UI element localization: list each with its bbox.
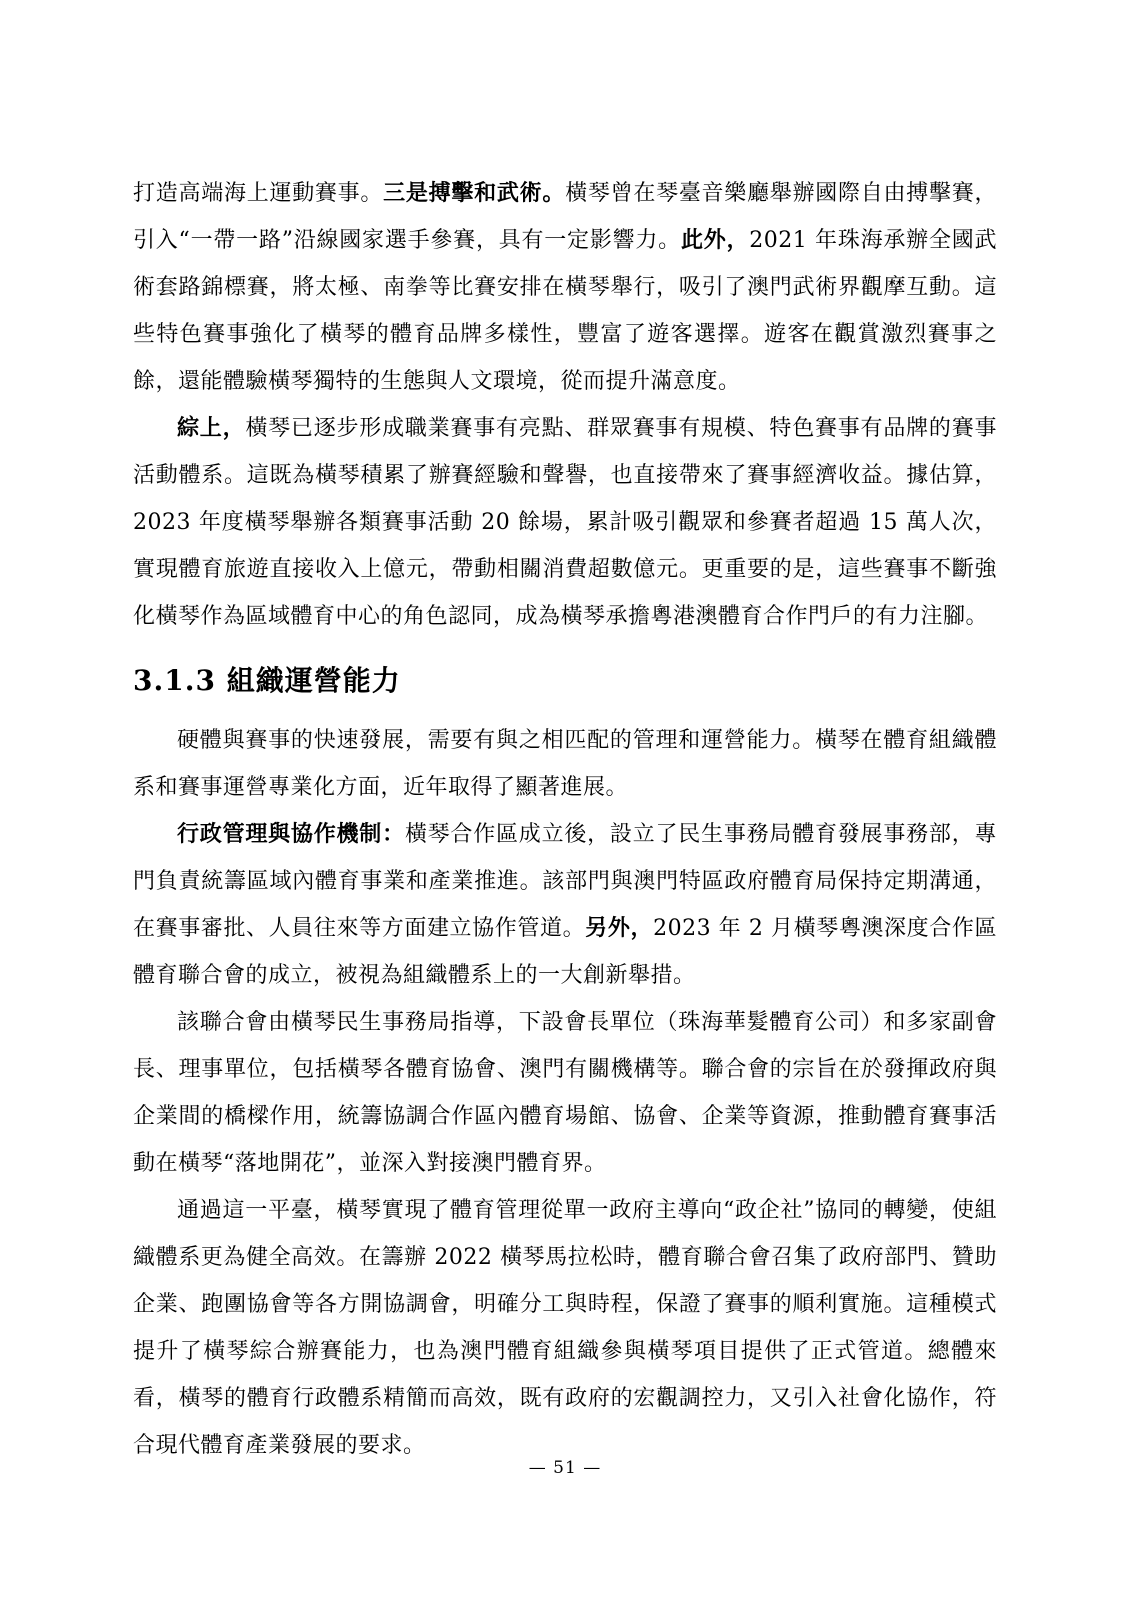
text-content-area xyxy=(133,170,997,1469)
text-segment: 2021 年珠海承辦全國武術套路錦標賽，將太極、南拳等比賽安排在橫琴舉行，吸引了澳門武術界觀摩互動。這些特色賽事強化了橫琴的體育品牌多樣性，豐富了遊客選擇。遊客在觀賞激烈賽事之餘，還能體驗橫琴獨特的生態與人文環境，從而提升滿意度。 xyxy=(133,228,998,394)
text-segment: 2023 年 2 月橫琴粵澳深度合作區體育聯合會的成立，被視為組織體系上的一大創新舉措。 xyxy=(133,916,997,988)
paragraph-continuation xyxy=(133,170,997,405)
section-heading: 3.1.3 組織運營能力 xyxy=(133,664,401,697)
text-segment: 橫琴合作區成立後，設立了民生事務局體育發展事務部，專門負責統籌區域內體育事業和產業推進。該部門與澳門特區政府體育局保持定期溝通，在賽事審批、人員往來等方面建立協作管道。 xyxy=(133,822,997,941)
paragraph-intro xyxy=(133,717,997,811)
text-segment-bold: 行政管理與協作機制： xyxy=(177,821,405,847)
text-segment-bold: 此外， xyxy=(680,227,750,253)
text-segment: 橫琴已逐步形成職業賽事有亮點、群眾賽事有規模、特色賽事有品牌的賽事活動體系。這既為橫琴積累了辦賽經驗和聲譽，也直接帶來了賽事經濟收益。據估算，2023 年度橫琴舉辦各類賽事活動 20 餘場，累計吸引觀眾和參賽者超過 15 萬人次，實現體育旅遊直接收入上億元，帶動相關消費超數億元。更重要的是，這些賽事不斷強化橫琴作為區域體育中心的角色認同，成為橫琴承擔粵港澳體育合作門戶的有力注腳。 xyxy=(133,416,997,629)
paragraph-federation xyxy=(133,999,997,1187)
text-segment: 該聯合會由橫琴民生事務局指導，下設會長單位（珠海華髮體育公司）和多家副會長、理事單位，包括橫琴各體育協會、澳門有關機構等。聯合會的宗旨在於發揮政府與企業間的橋樑作用，統籌協調合作區內體育場館、協會、企業等資源，推動體育賽事活動在橫琴“落地開花”，並深入對接澳門體育界。 xyxy=(133,1010,997,1176)
paragraph-admin-mechanism xyxy=(133,811,997,999)
text-segment: 打造高端海上運動賽事。 xyxy=(133,181,384,206)
paragraph-summary xyxy=(133,405,997,640)
text-segment-bold: 另外， xyxy=(585,915,654,941)
text-segment: 橫琴曾在琴臺音樂廳舉辦國際自由搏擊賽，引入“一帶一路”沿線國家選手參賽，具有一定影響力。 xyxy=(133,181,997,253)
text-segment-bold: 三是搏擊和武術。 xyxy=(383,180,566,206)
paragraph-platform xyxy=(133,1187,997,1469)
page-number: — 51 — xyxy=(528,1458,602,1478)
text-segment: 通過這一平臺，橫琴實現了體育管理從單一政府主導向“政企社”協同的轉變，使組織體系更為健全高效。在籌辦 2022 橫琴馬拉松時，體育聯合會召集了政府部門、贊助企業、跑團協會等各方開協調會，明確分工與時程，保證了賽事的順利實施。這種模式提升了橫琴綜合辦賽能力，也為澳門體育組織參與橫琴項目提供了正式管道。總體來看，橫琴的體育行政體系精簡而高效，既有政府的宏觀調控力，又引入社會化協作，符合現代體育產業發展的要求。 xyxy=(133,1198,997,1458)
text-segment: 硬體與賽事的快速發展，需要有與之相匹配的管理和運營能力。橫琴在體育組織體系和賽事運營專業化方面，近年取得了顯著進展。 xyxy=(133,728,997,800)
text-segment-bold: 綜上， xyxy=(177,415,246,441)
